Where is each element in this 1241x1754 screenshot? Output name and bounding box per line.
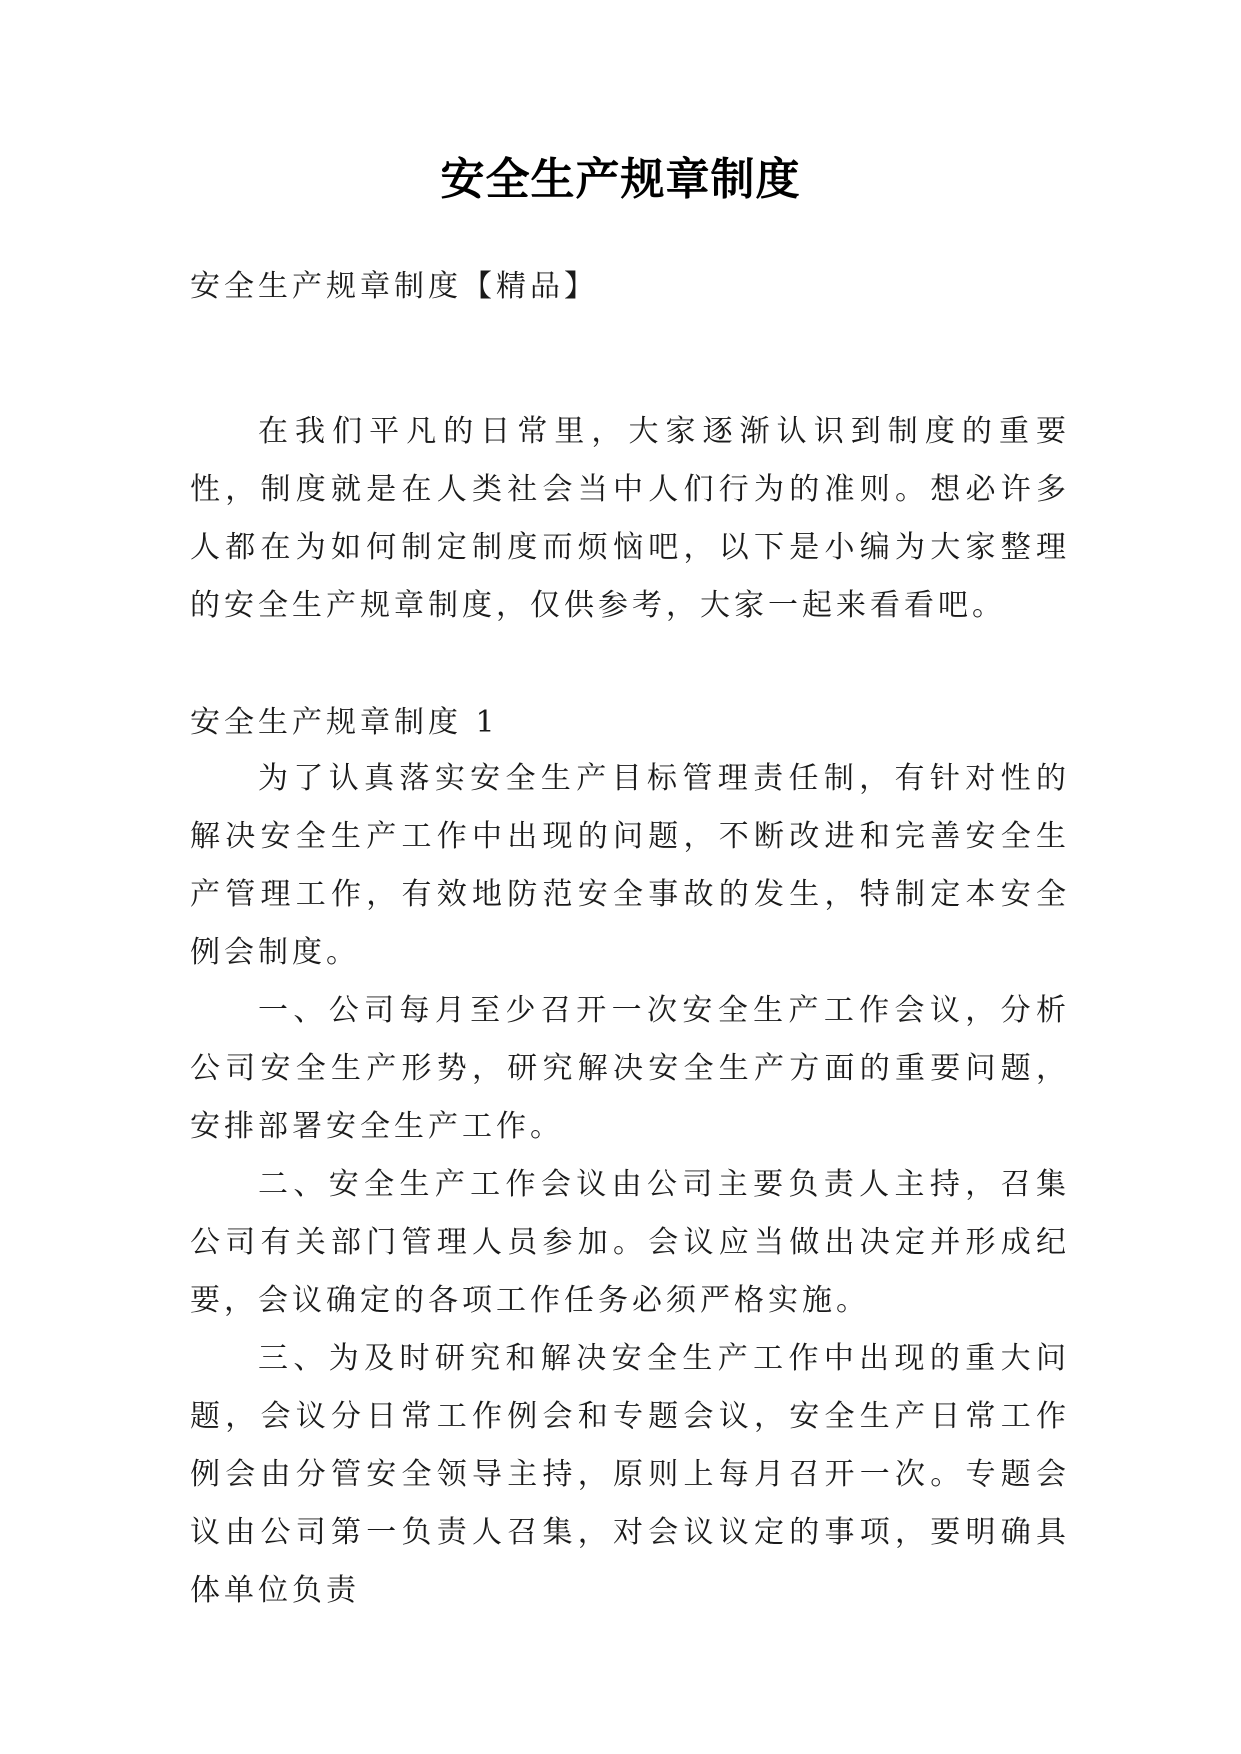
page-title: 安全生产规章制度	[440, 154, 801, 205]
document-subtitle: 安全生产规章制度【精品】	[190, 269, 598, 304]
section-paragraph-item-1: 一、公司每月至少召开一次安全生产工作会议，分析公司安全生产形势，研究解决安全生产方面的重要问题，安排部署安全生产工作。	[190, 993, 1070, 1144]
section-body	[190, 750, 1070, 1620]
section-paragraph-item-3: 三、为及时研究和解决安全生产工作中出现的重大问题，会议分日常工作例会和专题会议，安全生产日常工作例会由分管安全领导主持，原则上每月召开一次。专题会议由公司第一负责人召集，对会议议定的事项，要明确具体单位负责	[190, 1341, 1070, 1608]
section-heading: 安全生产规章制度 1	[190, 705, 499, 740]
section-paragraph-item-2: 二、安全生产工作会议由公司主要负责人主持，召集公司有关部门管理人员参加。会议应当做出决定并形成纪要，会议确定的各项工作任务必须严格实施。	[190, 1167, 1070, 1318]
section-paragraph-purpose: 为了认真落实安全生产目标管理责任制，有针对性的解决安全生产工作中出现的问题，不断改进和完善安全生产管理工作，有效地防范安全事故的发生，特制定本安全例会制度。	[190, 761, 1070, 970]
intro-paragraph: 在我们平凡的日常里，大家逐渐认识到制度的重要性，制度就是在人类社会当中人们行为的准则。想必许多人都在为如何制定制度而烦恼吧，以下是小编为大家整理的安全生产规章制度，仅供参考，大家一起来看看吧。	[190, 414, 1070, 623]
